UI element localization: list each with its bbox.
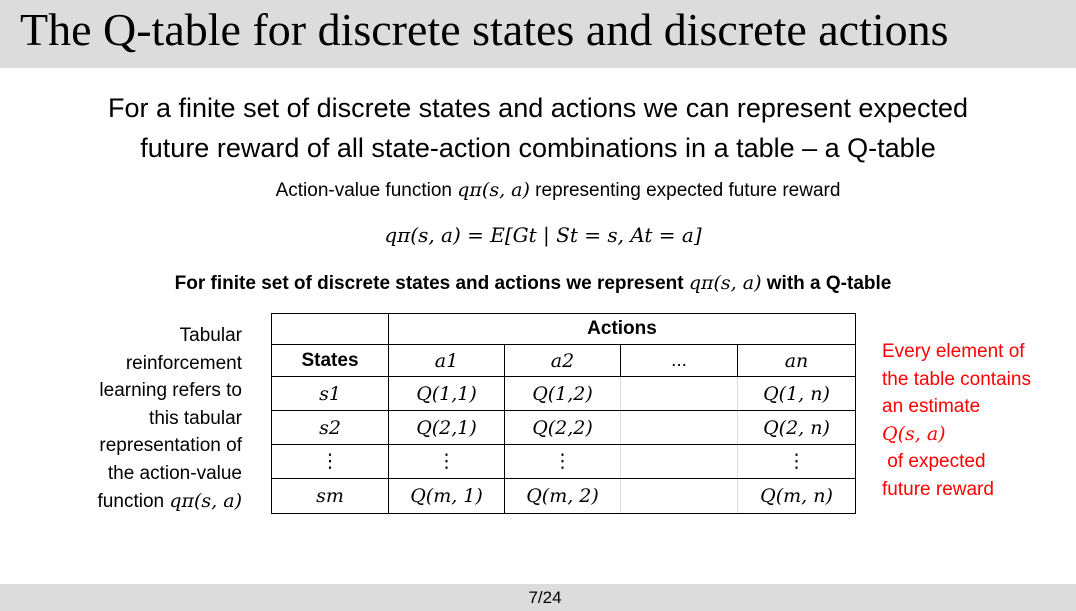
state-label: s2 (272, 411, 389, 445)
q-value-cell: ⋮ (738, 445, 856, 479)
q-value-cell: Q(2, n) (738, 411, 856, 445)
finite-note-before: For finite set of discrete states and actions we represent (174, 273, 689, 294)
left-note-prefix: function (97, 490, 170, 512)
intro-line-1: For a finite set of discrete states and actions we can represent expected (108, 93, 968, 123)
q-value-cell: Q(2,1) (389, 411, 505, 445)
table-row (272, 479, 856, 514)
q-value-cell (621, 377, 738, 411)
left-note-line: representation of (99, 435, 242, 457)
action-label: a2 (505, 345, 621, 377)
q-value-cell: ⋮ (505, 445, 621, 479)
action-value-before: Action-value function (275, 180, 458, 201)
q-formula: qπ(s, a) = E[Gt | St = s, At = a] (384, 223, 702, 247)
right-note (882, 338, 1072, 504)
left-note-line: learning refers to (99, 380, 242, 402)
q-table-corner-cell (272, 314, 389, 345)
q-value-cell: Q(1,2) (505, 377, 621, 411)
right-note-line: future reward (882, 478, 994, 500)
q-value-cell (621, 479, 738, 514)
left-note-line (70, 488, 242, 516)
q-value-cell: Q(m, 1) (389, 479, 505, 514)
right-note-line: of expected (882, 451, 986, 473)
q-value-cell: ⋮ (389, 445, 505, 479)
q-table (271, 313, 856, 514)
q-value-cell: Q(2,2) (505, 411, 621, 445)
left-note-line: Tabular (179, 325, 242, 346)
finite-note-math: qπ(s, a) (688, 272, 762, 294)
state-label: sm (272, 479, 389, 514)
right-note-line: an estimate (882, 396, 981, 418)
q-value-cell: Q(1, n) (738, 377, 856, 411)
left-note-math: qπ(s, a) (169, 489, 242, 512)
right-note-line: Q(s, a) (882, 422, 946, 445)
left-note-line: this tabular (149, 407, 242, 429)
action-label: a1 (389, 345, 505, 377)
right-note-line: Every element of (882, 341, 1025, 362)
states-header: States (272, 345, 389, 377)
table-row (272, 411, 856, 445)
q-value-cell: Q(m, 2) (505, 479, 621, 514)
q-value-cell (621, 445, 738, 479)
q-value-cell: Q(m, n) (738, 479, 856, 514)
left-note-line: reinforcement (125, 352, 242, 374)
action-value-math: qπ(s, a) (457, 179, 530, 201)
action-value-line (0, 176, 1076, 205)
table-row (272, 445, 856, 479)
table-row (272, 377, 856, 411)
state-label: s1 (272, 377, 389, 411)
actions-header: Actions (389, 314, 856, 345)
finite-note (0, 269, 1066, 298)
intro-line-2: future reward of all state-action combinations in a table – a Q-table (140, 133, 936, 163)
action-label: an (738, 345, 856, 377)
intro-text (0, 88, 1076, 168)
state-label: ⋮ (272, 445, 389, 479)
page-number: 7/24 (528, 588, 562, 607)
finite-note-after: with a Q-table (761, 273, 892, 294)
right-note-line: the table contains (882, 368, 1031, 390)
action-label: ... (621, 345, 738, 377)
q-value-cell: Q(1,1) (389, 377, 505, 411)
left-note (70, 322, 242, 515)
action-value-after: representing expected future reward (529, 180, 841, 201)
q-value-cell (621, 411, 738, 445)
left-note-line: the action-value (107, 462, 242, 484)
slide-title: The Q-table for discrete states and discrete actions (20, 4, 949, 55)
